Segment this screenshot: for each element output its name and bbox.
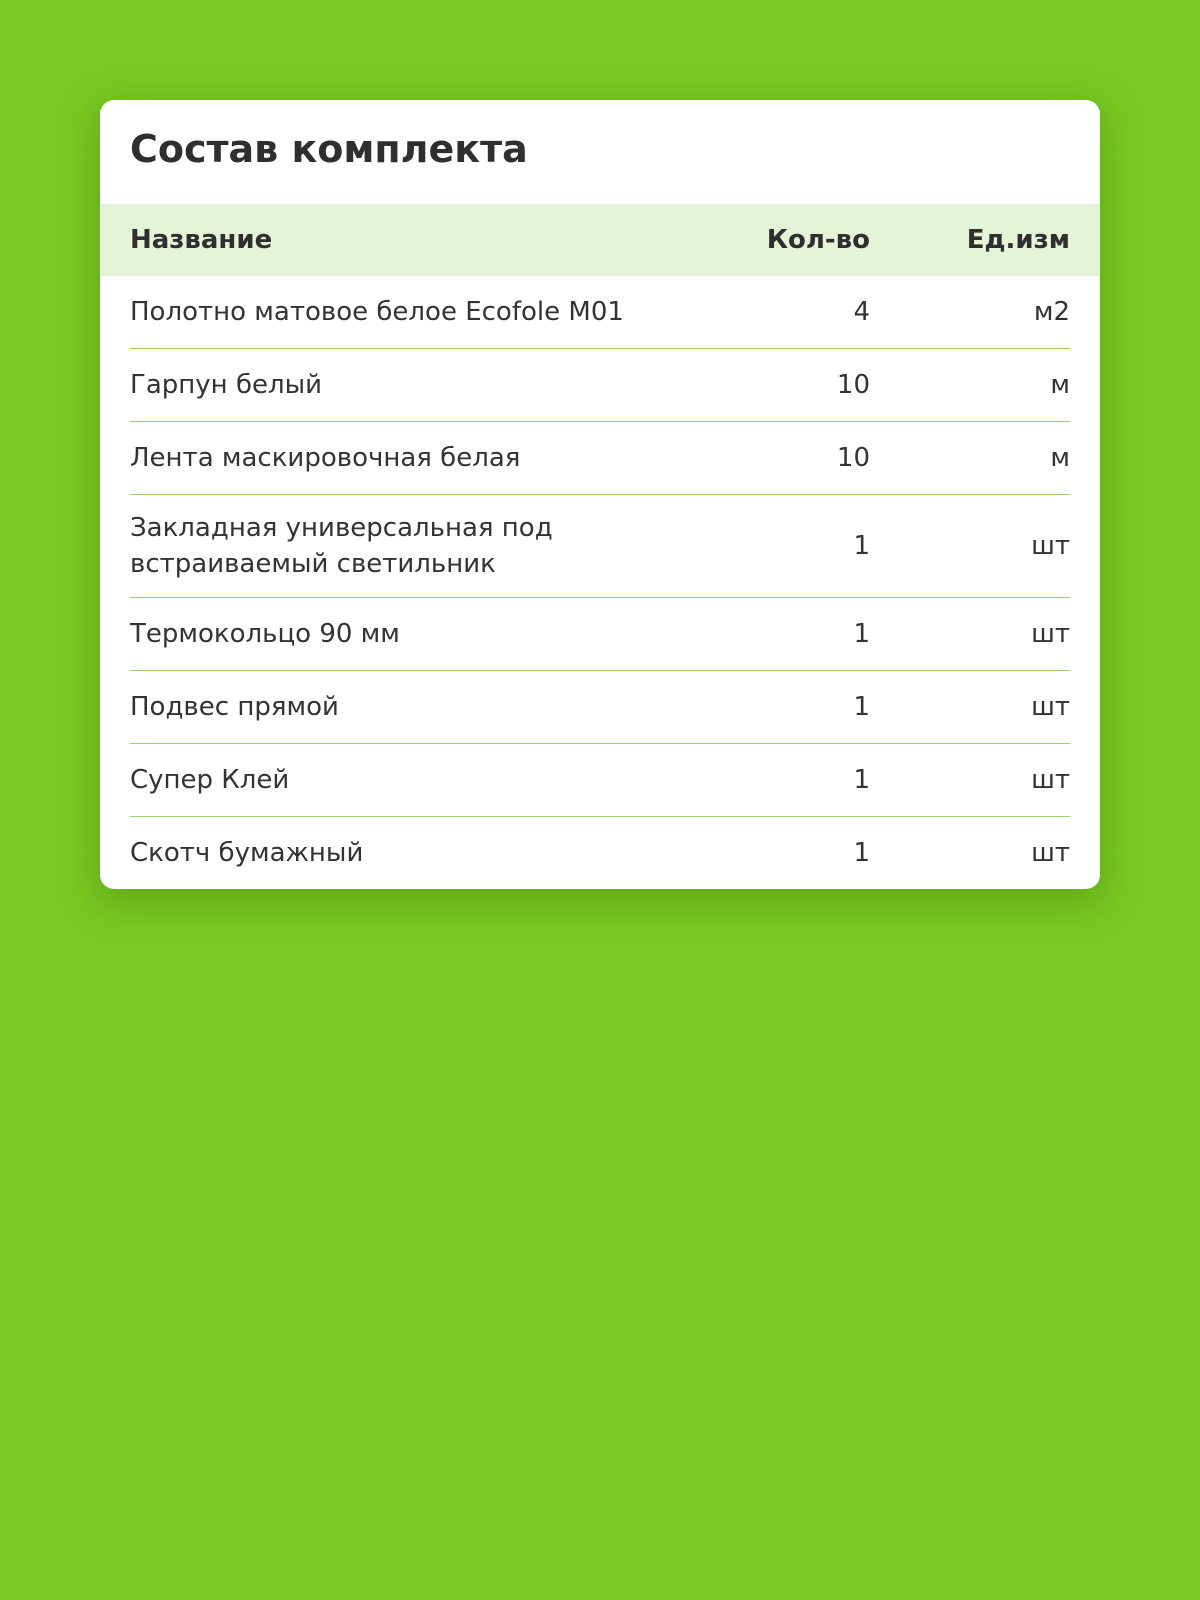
row-unit: шт [1031,531,1070,561]
row-unit: м [1050,370,1070,400]
row-unit: шт [1031,619,1070,649]
row-qty: 1 [853,619,870,649]
row-unit: шт [1031,838,1070,868]
row-name: Подвес прямой [130,692,339,722]
row-name: Закладная универсальная под встраиваемый светильник [130,513,553,579]
row-qty: 4 [853,297,870,327]
row-name: Полотно матовое белое Ecofole M01 [130,297,624,327]
row-qty: 1 [853,692,870,722]
row-name: Скотч бумажный [130,838,364,868]
row-name: Термокольцо 90 мм [130,619,400,649]
row-unit: м2 [1033,297,1070,327]
table-row [130,671,1070,744]
row-unit: шт [1031,692,1070,722]
row-qty: 1 [853,765,870,795]
row-qty: 10 [836,370,870,400]
table-row [130,744,1070,817]
row-qty: 1 [853,838,870,868]
table-header [100,204,1100,276]
row-qty: 10 [836,443,870,473]
table-body [100,276,1100,889]
header-qty: Кол-во [766,225,870,255]
row-unit: шт [1031,765,1070,795]
row-name: Лента маскировочная белая [130,443,521,473]
table-row [130,598,1070,671]
card-title: Состав комплекта [130,127,528,171]
table-row [130,817,1070,889]
row-unit: м [1050,443,1070,473]
table-row [130,422,1070,495]
header-name: Название [130,225,273,255]
kit-contents-card [100,100,1100,889]
header-unit: Ед.изм [966,225,1070,255]
table-row [130,276,1070,349]
row-name: Гарпун белый [130,370,323,400]
row-qty: 1 [853,531,870,561]
table-row [130,349,1070,422]
table-row [130,495,1070,598]
row-name: Супер Клей [130,765,290,795]
